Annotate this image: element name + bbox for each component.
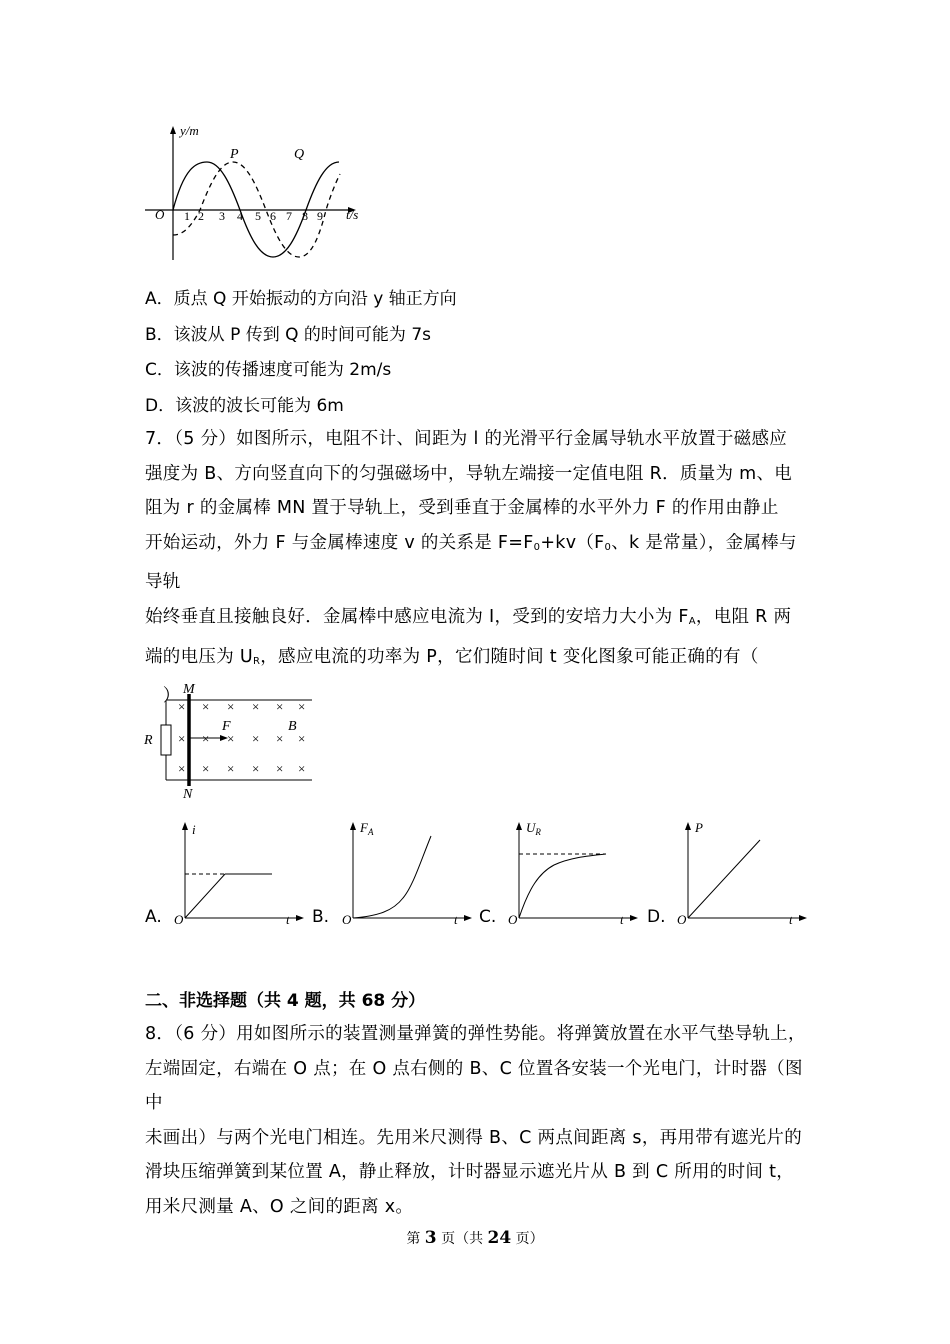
graph-d-origin: O	[677, 912, 687, 927]
label-p: P	[230, 147, 239, 162]
graph-d	[673, 818, 813, 930]
graph-b-xlabel: t	[454, 912, 458, 927]
total-pages: 24	[487, 1228, 512, 1248]
graph-c-origin: O	[508, 912, 518, 927]
tick-3: 3	[219, 209, 225, 223]
q8-line-2: 左端固定，右端在 O 点；在 O 点右侧的 B、C 位置各安装一个光电门，计时器（图中	[145, 1058, 803, 1114]
svg-text:×: ×	[178, 699, 186, 714]
q8-text	[145, 1017, 810, 1225]
q7-line-7: ）	[145, 686, 181, 707]
svg-text:×: ×	[276, 761, 284, 776]
tick-2: 2	[198, 209, 204, 223]
svg-text:×: ×	[252, 761, 260, 776]
label-f: F	[222, 719, 231, 734]
tick-7: 7	[286, 209, 292, 223]
svg-text:×: ×	[202, 699, 210, 714]
tick-1: 1	[184, 209, 190, 223]
graph-c-option: C.	[479, 907, 497, 927]
q7-line-5: 始终垂直且接触良好．金属棒中感应电流为 I，受到的安培力大小为 $F_A$，电阻 R 两	[145, 606, 792, 627]
label-r: R	[144, 733, 153, 748]
label-n: N	[183, 787, 193, 800]
svg-text:×: ×	[252, 699, 260, 714]
graph-b-origin: O	[342, 912, 352, 927]
page-footer: 第 3 页（共 24 页）	[406, 1228, 544, 1248]
y-axis-label: y/m	[180, 123, 199, 138]
q6-option-b: B．该波从 P 传到 Q 的时间可能为 7s	[145, 325, 431, 345]
graph-b-option: B.	[312, 907, 330, 927]
svg-text:×: ×	[276, 731, 284, 746]
graph-a-ylabel: i	[192, 822, 196, 837]
section-title: 二、非选择题（共 4 题，共 68 分）	[145, 991, 426, 1011]
force-curve	[353, 836, 431, 918]
label-q: Q	[294, 147, 305, 162]
tick-6: 6	[270, 209, 276, 223]
graph-c-ylabel: $U_R$	[526, 820, 541, 837]
rail-figure	[140, 680, 320, 800]
q7-line-2: 强度为 B、方向竖直向下的匀强磁场中，导轨左端接一定值电阻 R．质量为 m、电	[145, 463, 793, 484]
graph-a-option: A.	[145, 907, 162, 927]
svg-text:×: ×	[252, 731, 260, 746]
q8-line-3: 未画出）与两个光电门相连。先用米尺测得 B、C 两点间距离 s，再用带有遮光片的	[145, 1127, 803, 1148]
svg-text:×: ×	[227, 731, 235, 746]
svg-text:×: ×	[298, 699, 306, 714]
svg-text:×: ×	[227, 761, 235, 776]
q8-line-5: 用米尺测量 A、O 之间的距离 x。	[145, 1196, 414, 1217]
current-page: 3	[424, 1228, 437, 1248]
x-axis-label: t/s	[346, 207, 359, 222]
svg-text:×: ×	[178, 731, 186, 746]
power-line	[688, 840, 760, 918]
graph-d-xlabel: t	[789, 912, 793, 927]
svg-text:×: ×	[202, 761, 210, 776]
tick-9: 9	[317, 209, 323, 223]
current-rise	[185, 874, 225, 918]
graph-a-origin: O	[174, 912, 184, 927]
tick-5: 5	[255, 209, 261, 223]
q7-line-3: 阻为 r 的金属棒 MN 置于导轨上，受到垂直于金属棒的水平外力 F 的作用由静止	[145, 498, 779, 519]
svg-text:×: ×	[298, 761, 306, 776]
svg-text:×: ×	[178, 761, 186, 776]
voltage-curve	[519, 854, 606, 918]
origin-label: O	[155, 207, 165, 222]
tick-8: 8	[302, 209, 308, 223]
graph-a	[170, 818, 310, 930]
svg-text:×: ×	[298, 731, 306, 746]
graph-b-ylabel: $F_A$	[360, 820, 374, 837]
graph-a-xlabel: t	[286, 912, 290, 927]
q6-option-d: D．该波的波长可能为 6m	[145, 396, 344, 416]
q8-line-1: 8．（6 分）用如图所示的装置测量弹簧的弹性势能。将弹簧放置在水平气垫导轨上，	[145, 1024, 806, 1044]
q8-line-4: 滑块压缩弹簧到某位置 A，静止释放，计时器显示遮光片从 B 到 C 所用的时间 t，	[145, 1162, 795, 1183]
graph-d-ylabel: P	[695, 820, 703, 835]
y-axis-arrow	[170, 126, 176, 134]
svg-text:×: ×	[202, 731, 210, 746]
graph-d-option: D.	[647, 907, 666, 927]
svg-text:×: ×	[276, 699, 284, 714]
graph-c	[504, 818, 644, 930]
label-b: B	[288, 719, 297, 734]
q6-option-c: C．该波的传播速度可能为 2m/s	[145, 360, 392, 380]
q7-line-6: 端的电压为 $U_R$，感应电流的功率为 P，它们随时间 t 变化图象可能正确的有（	[145, 646, 759, 667]
graph-b	[338, 818, 478, 930]
svg-text:×: ×	[227, 699, 235, 714]
tick-4: 4	[237, 209, 243, 223]
q7-text	[145, 422, 810, 714]
q6-option-a: A．质点 Q 开始振动的方向沿 y 轴正方向	[145, 289, 457, 309]
q7-line-1: 7．（5 分）如图所示，电阻不计、间距为 l 的光滑平行金属导轨水平放置于磁感应	[145, 429, 788, 449]
resistor	[161, 725, 171, 755]
label-m: M	[183, 682, 195, 697]
graph-c-xlabel: t	[620, 912, 624, 927]
q7-line-4: 开始运动，外力 F 与金属棒速度 v 的关系是 $F=F_0+kv(F_0$、k 是常量），金属棒与导轨	[145, 532, 797, 593]
wave-figure	[140, 122, 370, 267]
